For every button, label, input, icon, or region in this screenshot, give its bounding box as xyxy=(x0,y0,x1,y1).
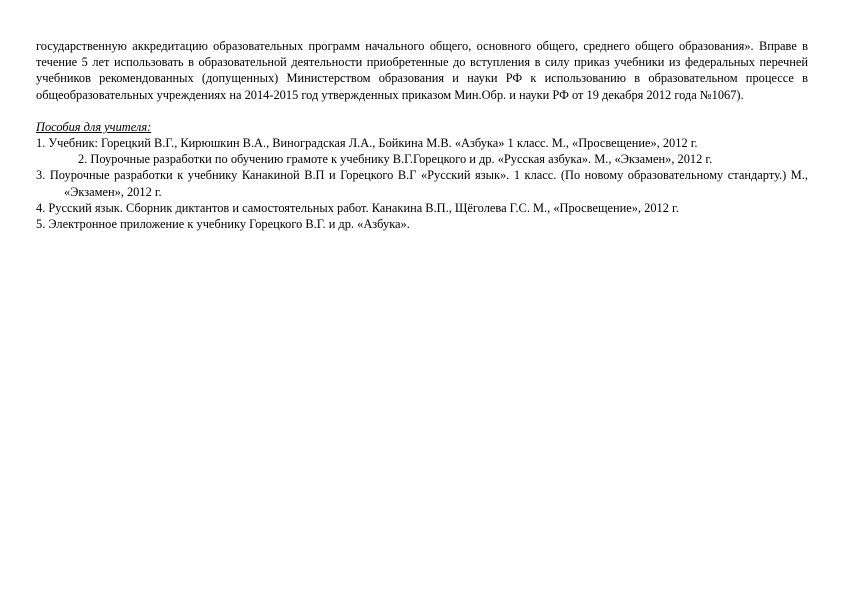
list-item-3 xyxy=(36,167,808,199)
list-item-4: 4. Русский язык. Сборник диктантов и самостоятельных работ. Канакина В.П., Щёголева Г.С. М., «Просвещение», 2012 г. xyxy=(36,200,679,215)
list-item-2: 2. Поурочные разработки по обучению грамоте к учебнику В.Г.Горецкого и др. «Русская азбука». М., «Экзамен», 2012 г. xyxy=(78,152,713,167)
document-page xyxy=(36,38,808,232)
paragraph-spacer xyxy=(36,103,808,119)
list-item-5: 5. Электронное приложение к учебнику Горецкого В.Г. и др. «Азбука». xyxy=(36,217,410,232)
list-item-3-main: 3. Поурочные разработки к учебнику Канакиной В.П и Горецкого В.Г «Русский язык». 1 класс. (По новому образовательному стандарту.) М., xyxy=(36,168,808,183)
teacher-materials-heading: Пособия для учителя: xyxy=(36,119,152,134)
list-item-3-publisher: «Экзамен», 2012 г. xyxy=(64,184,162,199)
list-item-1: 1. Учебник: Горецкий В.Г., Кирюшкин В.А., Виноградская Л.А., Бойкина М.В. «Азбука» 1 класс. М., «Просвещение», 2012 г. xyxy=(36,136,698,151)
intro-paragraph: государственную аккредитацию образовательных программ начального общего, основного общего, среднего общего образования». Вправе в течение 5 лет использовать в образовательной деятельности приобретенные до вступления в силу приказ учебники из федеральных перечней учебников рекомендованных (допущенных) Министерством образования и науки РФ к использованию в образовательном процессе в общеобразовательных учреждениях на 2014-2015 год утвержденных приказом Мин.Обр. и науки РФ от 19 декабря 2012 года №1067). xyxy=(36,39,808,102)
